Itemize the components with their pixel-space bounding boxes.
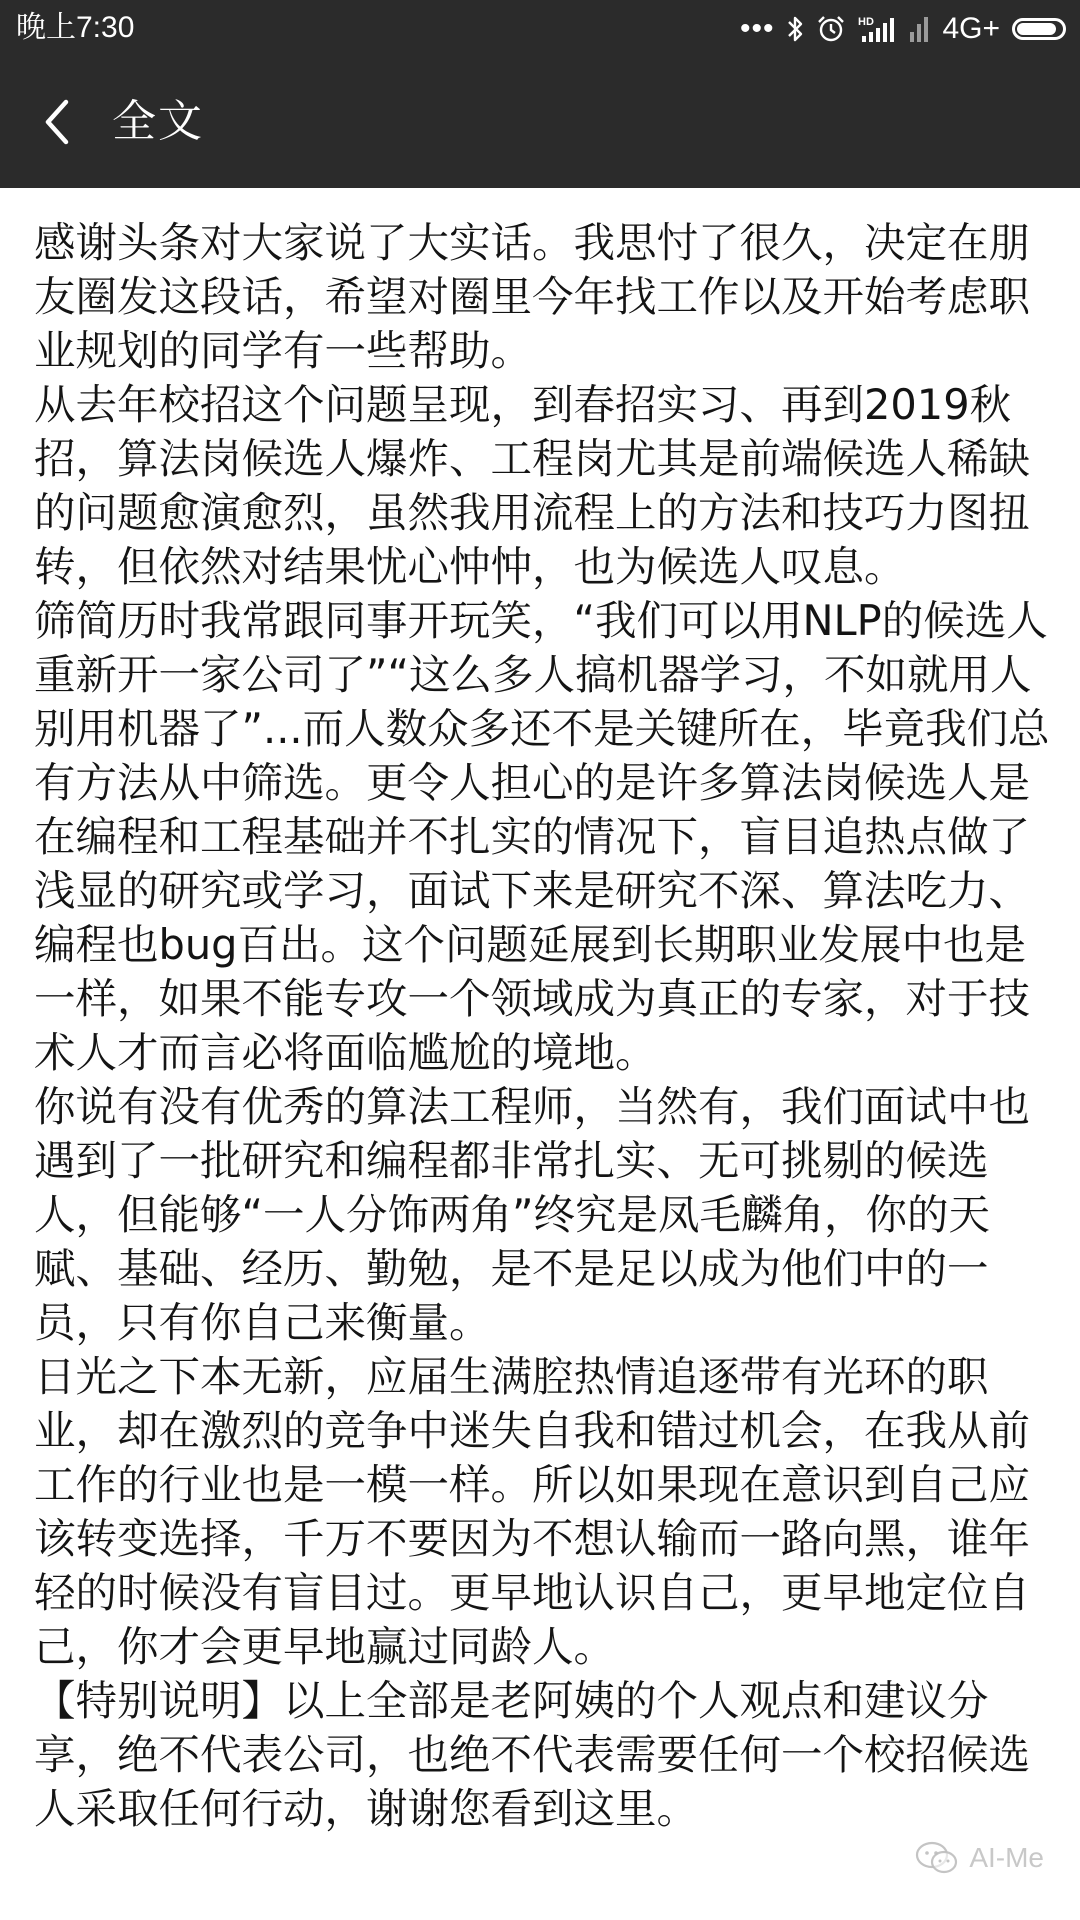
paragraph: 从去年校招这个问题呈现，到春招实习、再到2019秋招，算法岗候选人爆炸、工程岗尤其是前端候选人稀缺的问题愈演愈烈，虽然我用流程上的方法和技巧力图扭转，但依然对结果忧心忡忡，也为候选人叹息。 [34,380,1031,591]
wechat-icon [915,1840,959,1876]
app-bar [0,57,1080,188]
watermark [915,1840,1044,1876]
status-bar [0,0,1080,57]
more-dots-icon: ••• [739,12,775,45]
signal-icon [908,14,930,44]
paragraph: 日光之下本无新，应届生满腔热情追逐带有光环的职业，却在激烈的竞争中迷失自我和错过机会，在我从前工作的行业也是一模一样。所以如果现在意识到自己应该转变选择，千万不要因为不想认输而一路向黑，谁年轻的时候没有盲目过。更早地认识自己，更早地定位自己，你才会更早地赢过同龄人。 [34,1352,1031,1671]
article-text [34,216,1052,1836]
page-title: 全文 [112,96,204,147]
article-content[interactable] [0,188,1080,1920]
battery-level [1017,23,1056,35]
watermark-text: AI-Me [969,1842,1044,1873]
svg-text:HD: HD [858,16,875,28]
paragraph: 你说有没有优秀的算法工程师，当然有，我们面试中也遇到了一批研究和编程都非常扎实、无可挑剔的候选人，但能够“一人分饰两角”终究是凤毛麟角，你的天赋、基础、经历、勤勉，是不是足以成为他们中的一员，只有你自己来衡量。 [34,1082,1031,1347]
status-icons [740,10,1066,48]
paragraph: 【特别说明】以上全部是老阿姨的个人观点和建议分享，绝不代表公司，也绝不代表需要任何一个校招候选人采取任何行动，谢谢您看到这里。 [34,1676,1031,1833]
paragraph: 筛简历时我常跟同事开玩笑，“我们可以用NLP的候选人重新开一家公司了”“这么多人搞机器学习，不如就用人别用机器了”...而人数众多还不是关键所在，毕竟我们总有方法从中筛选。更令人担心的是许多算法岗候选人是在编程和工程基础并不扎实的情况下，盲目追热点做了浅显的研究或学习，面试下来是研究不深、算法吃力、编程也bug百出。这个问题延展到长期职业发展中也是一样，如果不能专攻一个领域成为真正的专家，对于技术人才而言必将面临尴尬的境地。 [34,596,1050,1077]
paragraph: 感谢头条对大家说了大实话。我思忖了很久，决定在朋友圈发这段话，希望对圈里今年找工作以及开始考虑职业规划的同学有一些帮助。 [34,218,1031,375]
network-type: 4G+ [942,12,1000,45]
battery-icon [1012,18,1066,40]
status-time: 晚上7:30 [16,11,135,44]
hd-signal-icon [858,14,896,44]
alarm-icon [816,14,846,44]
bluetooth-icon [786,14,804,44]
back-button[interactable] [22,87,92,157]
chevron-left-icon [40,97,74,147]
